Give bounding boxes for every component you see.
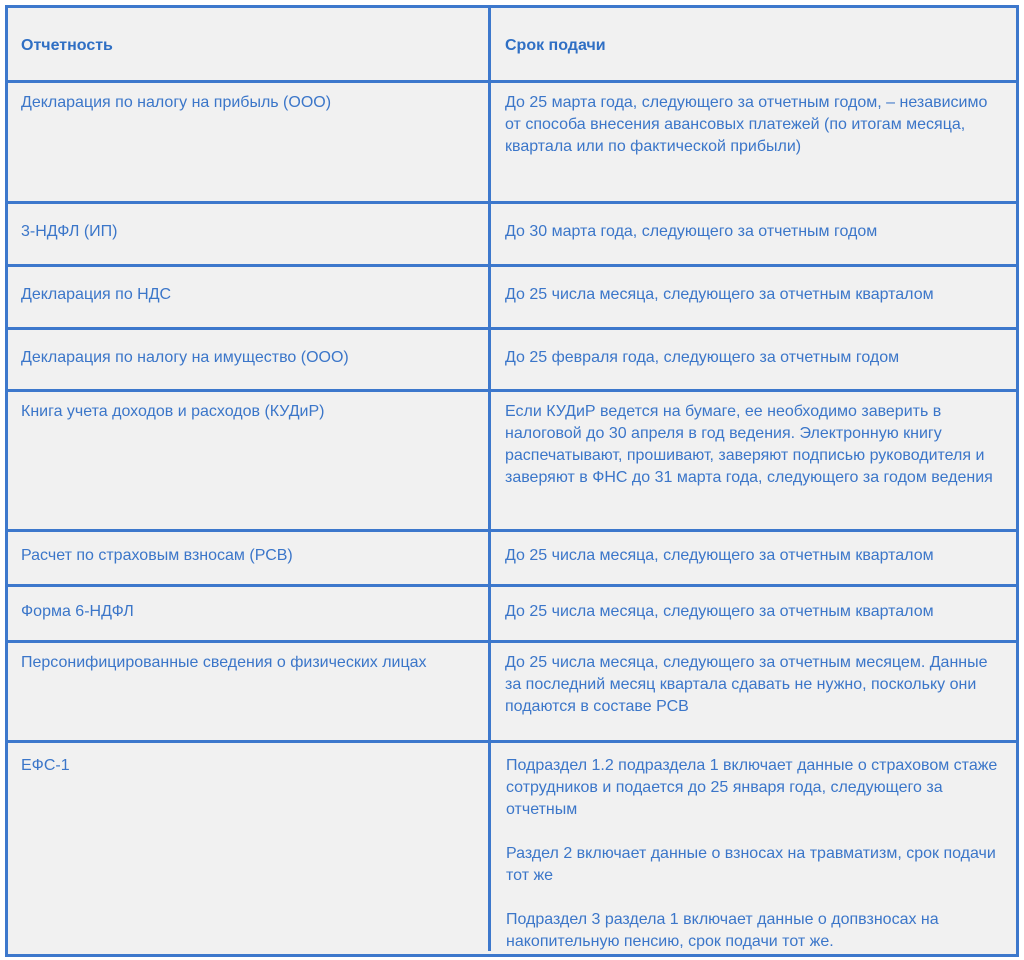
deadline-cell <box>491 587 1016 640</box>
deadline-cell <box>491 643 1016 740</box>
deadline-cell <box>491 204 1016 264</box>
table-row <box>8 392 1016 532</box>
table-row <box>8 643 1016 743</box>
deadline-text: До 25 числа месяца, следующего за отчетным кварталом <box>505 286 934 303</box>
report-cell: Расчет по страховым взносам (РСВ) <box>8 532 491 584</box>
report-cell: Персонифицированные сведения о физических лицах <box>8 643 491 740</box>
deadline-text: До 25 числа месяца, следующего за отчетным кварталом <box>505 603 934 620</box>
deadline-text: Раздел 2 включает данные о взносах на травматизм, срок подачи тот же <box>506 845 996 884</box>
header-report: Отчетность <box>8 8 491 80</box>
report-cell: Форма 6-НДФЛ <box>8 587 491 640</box>
table-row <box>8 532 1016 587</box>
report-cell: 3-НДФЛ (ИП) <box>8 204 491 264</box>
report-cell: ЕФС-1 <box>8 743 491 951</box>
deadline-text: До 25 февраля года, следующего за отчетным годом <box>505 349 900 366</box>
deadline-text: До 25 марта года, следующего за отчетным годом, – независимо от способа внесения авансовых платежей (по итогам месяца, квартала или по фактической прибыли) <box>505 94 988 155</box>
header-deadline: Срок подачи <box>505 37 606 54</box>
table-row <box>8 267 1016 330</box>
deadline-cell <box>491 392 1016 529</box>
deadline-cell <box>491 83 1016 201</box>
report-cell: Декларация по налогу на имущество (ООО) <box>8 330 491 389</box>
deadline-text: Подраздел 1.2 подраздела 1 включает данные о страховом стаже сотрудников и подается до 25 января года, следующего за отчетным <box>506 757 998 818</box>
deadline-text: До 30 марта года, следующего за отчетным годом <box>505 223 878 240</box>
deadline-cell <box>491 267 1016 327</box>
table-row <box>8 83 1016 204</box>
table-row <box>8 743 1016 951</box>
reporting-deadlines-table <box>5 5 1019 957</box>
deadline-text: До 25 числа месяца, следующего за отчетным месяцем. Данные за последний месяц квартала сдавать не нужно, поскольку они подаются в составе РСВ <box>505 654 988 715</box>
report-cell: Книга учета доходов и расходов (КУДиР) <box>8 392 491 529</box>
deadline-cell <box>491 330 1016 389</box>
report-cell: Декларация по НДС <box>8 267 491 327</box>
table-header-row <box>8 8 1016 83</box>
deadline-text: До 25 числа месяца, следующего за отчетным кварталом <box>505 547 934 564</box>
deadline-text: Подраздел 3 раздела 1 включает данные о допвзносах на накопительную пенсию, срок подачи тот же. <box>506 911 939 950</box>
report-cell: Декларация по налогу на прибыль (ООО) <box>8 83 491 201</box>
deadline-cell <box>491 532 1016 584</box>
table-row <box>8 204 1016 267</box>
table-row <box>8 330 1016 392</box>
deadline-text: Если КУДиР ведется на бумаге, ее необходимо заверить в налоговой до 30 апреля в год ведения. Электронную книгу распечатывают, прошивают, заверяют подписью руководителя и заверяют в ФНС до 31 марта года, следующего за годом ведения <box>505 403 993 486</box>
table-row <box>8 587 1016 643</box>
deadline-cell <box>491 743 1016 951</box>
